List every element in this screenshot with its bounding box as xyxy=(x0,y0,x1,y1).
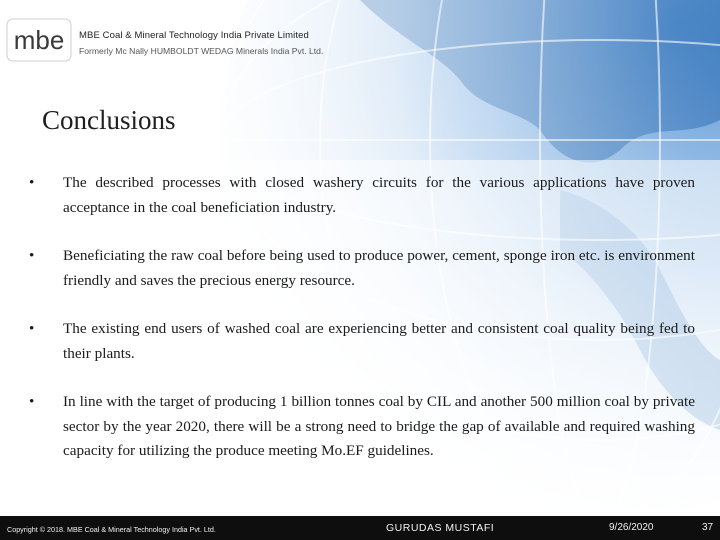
former-company-name: Formerly Mc Nally HUMBOLDT WEDAG Minerals India Pvt. Ltd. xyxy=(79,46,324,56)
bullet-item xyxy=(29,317,695,366)
bullet-text: The existing end users of washed coal are experiencing better and consistent coal quality being fed to their plants. xyxy=(63,320,695,362)
author-name: GURUDAS MUSTAFI xyxy=(386,522,495,534)
bullet-text: The described processes with closed washery circuits for the various applications have proven acceptance in the coal beneficiation industry. xyxy=(63,174,695,216)
bullet-text: In line with the target of producing 1 billion tonnes coal by CIL and another 500 million coal by private sector by the year 2020, there will be a strong need to bridge the gap of available and required washing capacity for utilizing the produce meeting Mo.EF guidelines. xyxy=(63,393,695,459)
company-name: MBE Coal & Mineral Technology India Private Limited xyxy=(79,30,309,41)
bullet-icon: • xyxy=(29,393,35,410)
slide-title: Conclusions xyxy=(42,105,176,135)
bullet-icon: • xyxy=(29,247,35,264)
slide-date: 9/26/2020 xyxy=(609,522,654,533)
bullet-item xyxy=(29,171,695,220)
bullet-list xyxy=(29,171,695,488)
bullet-icon: • xyxy=(29,320,35,337)
company-logo xyxy=(6,18,72,62)
company-header xyxy=(79,30,323,56)
page-number: 37 xyxy=(702,522,714,533)
slide-footer xyxy=(0,516,720,540)
copyright-notice: Copyright © 2018. MBE Coal & Mineral Technology India Pvt. Ltd. xyxy=(7,525,216,534)
bullet-icon: • xyxy=(29,174,35,191)
bullet-item xyxy=(29,244,695,293)
bullet-item xyxy=(29,390,695,464)
bullet-text: Beneficiating the raw coal before being used to produce power, cement, sponge iron etc. is environment friendly and saves the precious energy resource. xyxy=(63,247,695,289)
logo-text: mbe xyxy=(13,25,65,55)
